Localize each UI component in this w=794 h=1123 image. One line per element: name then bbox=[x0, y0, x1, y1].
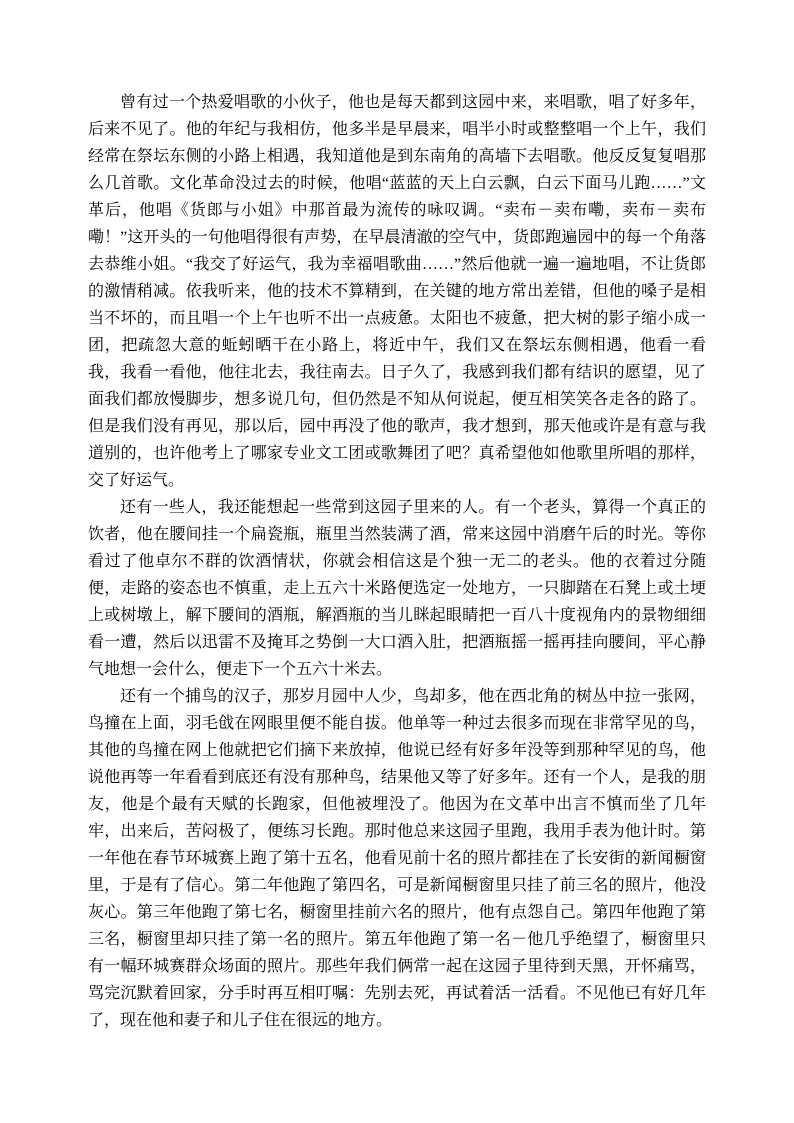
document-text-body bbox=[88, 89, 706, 1034]
paragraph-drinker: 还有一些人，我还能想起一些常到这园子里来的人。有一个老头，算得一个真正的饮者，他在腰间挂一个扁瓷瓶，瓶里当然装满了酒，常来这园中消磨午后的时光。等你看过了他卓尔不群的饮酒情状，你就会相信这是个独一无二的老头。他的衣着过分随便，走路的姿态也不慎重，走上五六十米路便选定一处地方，一只脚踏在石凳上或土埂上或树墩上，解下腰间的酒瓶，解酒瓶的当儿眯起眼睛把一百八十度视角内的景物细细看一遭，然后以迅雷不及掩耳之势倒一大口酒入肚，把酒瓶摇一摇再挂向腰间，平心静气地想一会什么，便走下一个五六十米去。 bbox=[88, 499, 706, 678]
paragraph-bird-catcher-runner: 还有一个捕鸟的汉子，那岁月园中人少，鸟却多，他在西北角的树丛中拉一张网，鸟撞在上面，羽毛戗在网眼里便不能自拔。他单等一种过去很多而现在非常罕见的鸟，其他的鸟撞在网上他就把它们摘下来放掉，他说已经有好多年没等到那种罕见的鸟，他说他再等一年看看到底还有没有那种鸟，结果他又等了好多年。还有一个人，是我的朋友，他是个最有天赋的长跑家，但他被埋没了。他因为在文革中出言不慎而坐了几年牢，出来后，苦闷极了，便练习长跑。那时他总来这园子里跑，我用手表为他计时。第一年他在春节环城赛上跑了第十五名，他看见前十名的照片都挂在了长安街的新闻橱窗里，于是有了信心。第二年他跑了第四名，可是新闻橱窗里只挂了前三名的照片，他没灰心。第三年他跑了第七名，橱窗里挂前六名的照片，他有点怨自己。第四年他跑了第三名，橱窗里却只挂了第一名的照片。第五年他跑了第一名－他几乎绝望了，橱窗里只有一幅环城赛群众场面的照片。那些年我们俩常一起在这园子里待到天黑，开怀痛骂，骂完沉默着回家，分手时再互相叮嘱：先别去死，再试着活一活看。不见他已有好几年了，现在他和妻子和儿子住在很远的地方。 bbox=[88, 688, 706, 1029]
paragraph-singer: 曾有过一个热爱唱歌的小伙子，他也是每天都到这园中来，来唱歌，唱了好多年，后来不见了。他的年纪与我相仿，他多半是早晨来，唱半小时或整整唱一个上午，我们经常在祭坛东侧的小路上相遇，我知道他是到东南角的高墙下去唱歌。他反反复复唱那么几首歌。文化革命没过去的时候，他唱“蓝蓝的天上白云飘，白云下面马儿跑……”文革后，他唱《货郎与小姐》中那首最为流传的咏叹调。“卖布－卖布嘞，卖布－卖布嘞！”这开头的一句他唱得很有声势，在早晨清澈的空气中，货郎跑遍园中的每一个角落去恭维小姐。“我交了好运气，我为幸福唱歌曲……”然后他就一遍一遍地唱，不让货郎的激情稍减。依我听来，他的技术不算精到，在关键的地方常出差错，但他的嗓子是相当不坏的，而且唱一个上午也听不出一点疲惫。太阳也不疲惫，把大树的影子缩小成一团，把疏忽大意的蚯蚓晒干在小路上，将近中午，我们又在祭坛东侧相遇，他看一看我，我看一看他，他往北去，我往南去。日子久了，我感到我们都有结识的愿望，见了面我们都放慢脚步，想多说几句，但仍然是不知从何说起，便互相笑笑各走各的路了。但是我们没有再见，那以后，园中再没了他的歌声，我才想到，那天他或许是有意与我道别的，也许他考上了哪家专业文工团或歌舞团了吧？真希望他如他歌里所唱的那样，交了好运气。 bbox=[88, 94, 706, 489]
